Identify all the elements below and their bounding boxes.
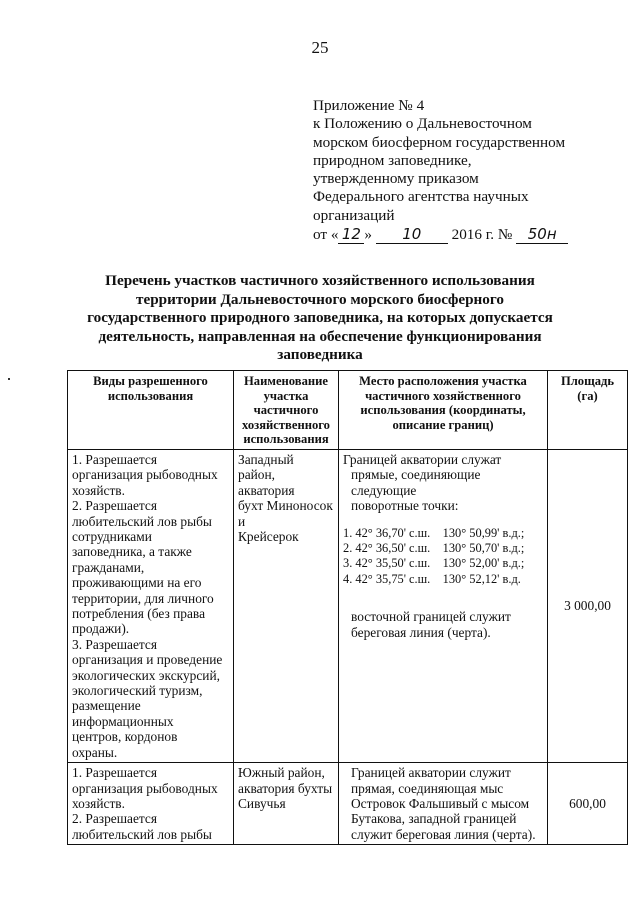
location-line: Границей акватории служат bbox=[343, 451, 502, 467]
usage-line: хозяйств. bbox=[72, 795, 125, 811]
appendix-line: к Положению о Дальневосточном bbox=[313, 115, 532, 133]
site-name-line: Западный район, bbox=[238, 451, 294, 483]
site-name-line: акватория bbox=[238, 482, 295, 498]
usage-line: информационных bbox=[72, 713, 174, 729]
header-site-name: Наименование участка частичного хозяйственного использования bbox=[234, 371, 339, 450]
usage-line: организация рыбоводных bbox=[72, 467, 218, 483]
usage-line: 1. Разрешается bbox=[72, 765, 158, 781]
location-cell bbox=[339, 763, 548, 845]
usage-line: территории, для личного bbox=[72, 590, 214, 606]
title-line: деятельность, направленная на обеспечение функционирования bbox=[98, 327, 542, 345]
usage-line: экологический туризм, bbox=[72, 683, 203, 699]
sites-table bbox=[67, 370, 628, 845]
usage-line: центров, кордонов bbox=[72, 729, 178, 745]
table-row bbox=[68, 763, 628, 845]
usage-line: проживающими на его bbox=[72, 575, 202, 591]
site-name-line: Южный район, bbox=[238, 765, 325, 781]
date-prefix: от « bbox=[313, 226, 339, 244]
coordinate-point: 3. 42° 35,50' с.ш. 130° 52,00' в.д.; bbox=[343, 556, 525, 571]
site-name-line: бухт Миноносок и bbox=[238, 498, 333, 529]
header-location: Место расположения участка частичного хозяйственного использования (координаты, описание границ) bbox=[339, 371, 548, 450]
usage-line: размещение bbox=[72, 698, 141, 714]
location-line: береговая линия (черта). bbox=[351, 624, 491, 640]
location-line: восточной границей служит bbox=[351, 609, 511, 625]
date-day-handwritten: 12 bbox=[338, 225, 364, 244]
appendix-date-line bbox=[313, 225, 613, 244]
location-cell bbox=[339, 449, 548, 762]
usage-line: 2. Разрешается bbox=[72, 811, 158, 827]
usage-line: 1. Разрешается bbox=[72, 451, 158, 467]
location-line: Островок Фальшивый с мысом bbox=[351, 795, 530, 811]
usage-line: потребления (без права bbox=[72, 606, 206, 622]
usage-line: сотрудниками bbox=[72, 529, 152, 544]
date-year: 2016 г. № bbox=[451, 226, 513, 244]
coordinate-point: 4. 42° 35,75' с.ш. 130° 52,12' в.д. bbox=[343, 571, 521, 586]
usage-line: 2. Разрешается bbox=[72, 498, 158, 514]
usage-line: 3. Разрешается bbox=[72, 636, 158, 652]
margin-dot bbox=[8, 378, 10, 380]
appendix-header bbox=[313, 97, 613, 244]
appendix-line: Приложение № 4 bbox=[313, 97, 425, 114]
usage-cell bbox=[68, 763, 234, 845]
area-cell: 600,00 bbox=[548, 763, 628, 845]
page-number: 25 bbox=[311, 38, 329, 57]
document-title bbox=[60, 272, 580, 365]
header-usage: Виды разрешенного использования bbox=[68, 371, 234, 450]
appendix-line: организаций bbox=[313, 206, 395, 224]
location-line: прямая, соединяющая мыс bbox=[351, 780, 504, 796]
usage-line: продажи). bbox=[72, 621, 130, 637]
title-line: Перечень участков частичного хозяйственного использования bbox=[105, 272, 535, 289]
area-cell: 3 000,00 bbox=[548, 449, 628, 762]
site-name-line: Сивучья bbox=[238, 795, 286, 811]
table-row bbox=[68, 449, 628, 762]
usage-line: организация рыбоводных bbox=[72, 780, 218, 796]
coordinate-point: 2. 42° 36,50' с.ш. 130° 50,70' в.д.; bbox=[343, 541, 525, 555]
site-name-cell bbox=[234, 449, 339, 762]
table-header-row bbox=[68, 371, 628, 450]
usage-line: заповедника, а также bbox=[72, 544, 192, 560]
usage-line: гражданами, bbox=[72, 559, 145, 575]
header-area: Площадь (га) bbox=[548, 371, 628, 450]
date-mid: » bbox=[364, 226, 373, 244]
date-month-handwritten: 10 bbox=[376, 225, 448, 244]
location-line: служит береговая линия (черта). bbox=[351, 826, 536, 842]
site-name-cell bbox=[234, 763, 339, 845]
site-name-line: акватория бухты bbox=[238, 780, 333, 796]
usage-line: хозяйств. bbox=[72, 482, 125, 498]
usage-line: организация и проведение bbox=[72, 652, 223, 668]
location-line: Бутакова, западной границей bbox=[351, 811, 517, 827]
site-name-line: Крейсерок bbox=[238, 529, 299, 544]
usage-line: экологических экскурсий, bbox=[72, 667, 220, 683]
title-line: заповедника bbox=[277, 346, 363, 364]
order-number-handwritten: 50н bbox=[516, 225, 568, 244]
appendix-line: утвержденному приказом bbox=[313, 170, 479, 188]
location-line: прямые, соединяющие следующие bbox=[351, 467, 481, 498]
location-line: Границей акватории служит bbox=[351, 765, 511, 781]
appendix-line: природном заповеднике, bbox=[313, 151, 472, 169]
appendix-line: Федерального агентства научных bbox=[313, 188, 529, 206]
usage-line: любительский лов рыбы bbox=[72, 826, 212, 842]
appendix-line: морском биосферном государственном bbox=[313, 133, 566, 151]
usage-line: охраны. bbox=[72, 744, 118, 760]
usage-cell bbox=[68, 449, 234, 762]
title-line: государственного природного заповедника, на которых допускается bbox=[87, 309, 553, 327]
coordinate-point: 1. 42° 36,70' с.ш. 130° 50,99' в.д.; bbox=[343, 525, 525, 540]
title-line: территории Дальневосточного морского биосферного bbox=[136, 290, 504, 308]
location-line: поворотные точки: bbox=[351, 498, 459, 514]
usage-line: любительский лов рыбы bbox=[72, 513, 212, 529]
